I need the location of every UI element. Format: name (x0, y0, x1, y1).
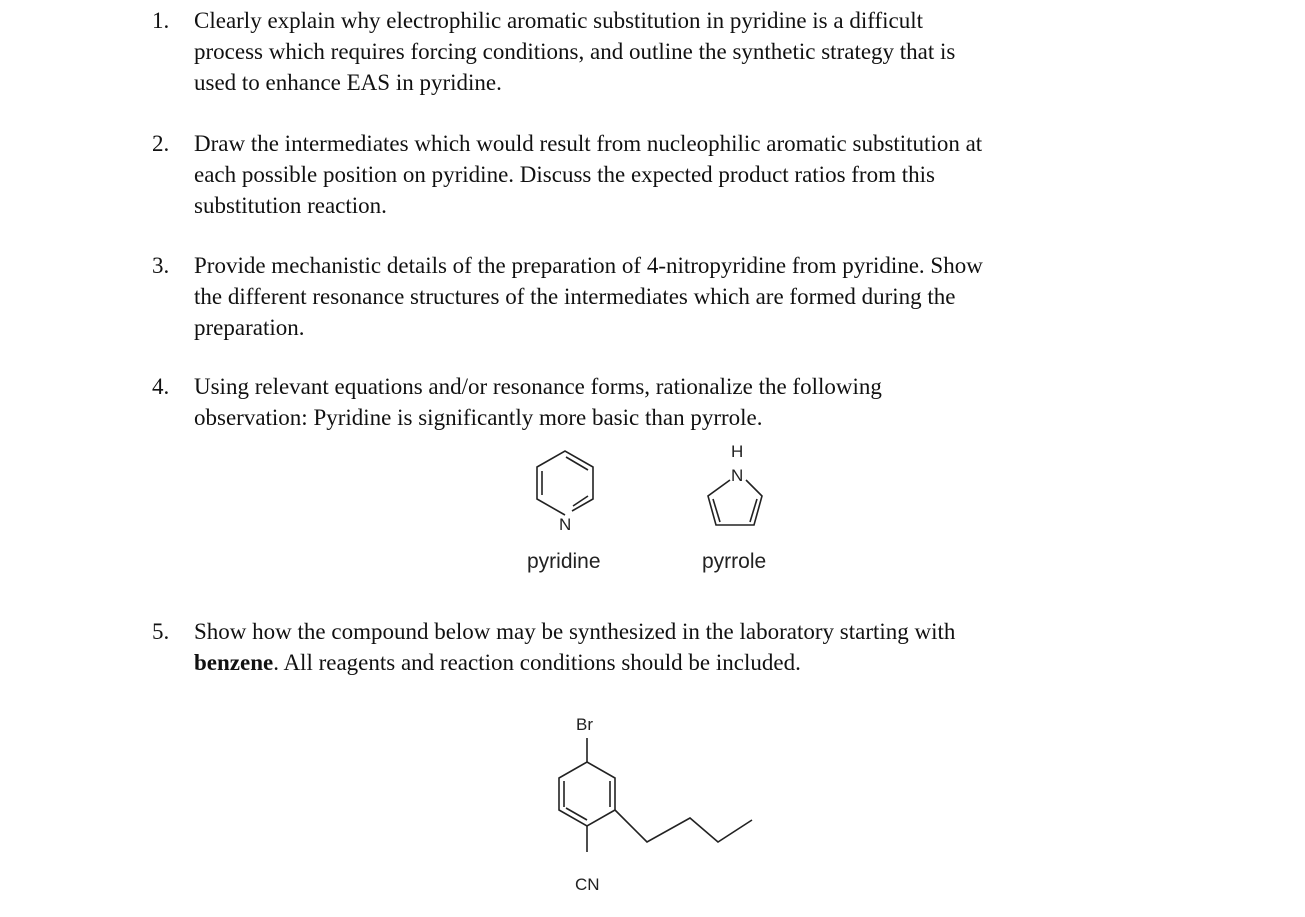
question-text (194, 616, 1152, 678)
question-number: 3. (152, 253, 170, 278)
question-line: preparation. (194, 315, 305, 340)
question-4 (152, 371, 1152, 433)
question-2 (152, 128, 1152, 221)
benzene-ring (559, 762, 615, 826)
pyridine-double-bond (573, 496, 588, 506)
question-line: Show how the compound below may be synthesized in the laboratory starting with (194, 619, 956, 644)
question-text (194, 371, 1152, 433)
pyridine-label: pyridine (527, 550, 601, 573)
question-line: each possible position on pyridine. Discuss the expected product ratios from this (194, 162, 935, 187)
question-line: Using relevant equations and/or resonance forms, rationalize the following (194, 374, 882, 399)
question-number: 1. (152, 8, 170, 33)
question-text (194, 250, 1152, 343)
question-5 (152, 616, 1152, 678)
pyrrole-nitrogen: N (731, 466, 744, 485)
pyridine-double-bond (566, 457, 588, 470)
question-3 (152, 250, 1152, 343)
question-line (194, 647, 1152, 678)
question-number: 4. (152, 374, 170, 399)
question-number: 5. (152, 619, 170, 644)
pyridine-structure (520, 445, 620, 545)
question-line: Clearly explain why electrophilic aromatic substitution in pyridine is a difficult (194, 8, 924, 33)
ring-double-bond (566, 808, 587, 820)
propyl-chain (615, 810, 752, 842)
question-line: process which requires forcing conditions, and outline the synthetic strategy that is (194, 39, 956, 64)
question-text (194, 5, 1152, 98)
pyrrole-hydrogen: H (731, 442, 744, 461)
question-line: used to enhance EAS in pyridine. (194, 70, 502, 95)
nitrile-group: CN (575, 875, 600, 894)
question-line: observation: Pyridine is significantly more basic than pyrrole. (194, 405, 763, 430)
pyridine-ring (537, 451, 593, 515)
question-1 (152, 5, 1152, 98)
question-number: 2. (152, 131, 170, 156)
question-line: Provide mechanistic details of the preparation of 4-nitropyridine from pyridine. Show (194, 253, 983, 278)
pyrrole-label: pyrrole (702, 550, 767, 573)
pyrrole-structure (700, 438, 780, 538)
pyridine-nitrogen: N (559, 515, 572, 534)
target-compound-structure (540, 712, 770, 902)
question-line: Draw the intermediates which would result from nucleophilic aromatic substitution at (194, 131, 983, 156)
question-line: substitution reaction. (194, 193, 387, 218)
bold-word: benzene (194, 650, 274, 675)
pyrrole-ring (708, 480, 762, 525)
question-line: the different resonance structures of the intermediates which are formed during the (194, 284, 956, 309)
bromine-atom: Br (576, 715, 593, 734)
question-line-rest: . All reagents and reaction conditions should be included. (273, 650, 801, 675)
question-text (194, 128, 1152, 221)
